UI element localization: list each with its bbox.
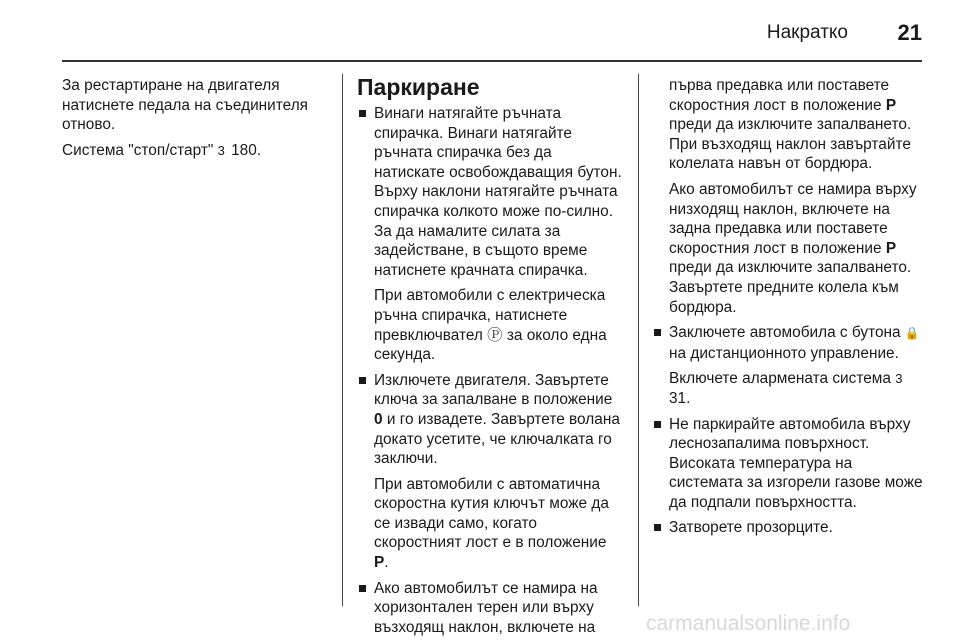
column-divider-2 [638, 74, 639, 606]
text-fragment: преди да изключите запалването. Завъртете предните колела към бордюра. [669, 259, 912, 316]
paragraph-restart: За рестартиране на двигателя натиснете педала на съединителя отново. [62, 77, 309, 134]
paragraph-automatic-gearbox [357, 475, 625, 573]
page-ref-icon: 3 [895, 371, 903, 387]
text-fragment: Ако автомобилът се намира върху низходящ наклон, включете на задна предавка или поставете скоростния лост в положение [669, 180, 917, 257]
text-fragment: и го извадете. Завъртете волана докато усетите, че ключалката го заключи. [374, 410, 620, 468]
parking-brake-icon: Ⓟ [487, 326, 503, 344]
bold-fragment: P [885, 239, 897, 257]
paragraph-alarm [652, 369, 924, 408]
text-fragment: При автомобили с автоматична скоростна кутия ключът може да се извади само, когато скоростният лост е в положение [374, 475, 609, 552]
bullet-close-windows: Затворете прозорците. [652, 518, 924, 538]
bold-fragment: P [885, 96, 897, 114]
page-number: 21 [897, 20, 922, 45]
paragraph-stop-start-ref [62, 141, 334, 161]
text-fragment: Заключете автомобила с бутона [669, 324, 905, 342]
text-fragment: за около една секунда. [374, 326, 607, 364]
column-3 [652, 76, 924, 538]
bold-fragment: P [374, 554, 385, 572]
bullet-handbrake: Винаги натягайте ръчната спирачка. Винаги натягайте ръчната спирачка без да натискате освобождаващия бутон. Върху наклони натягайте ръчната спирачка колкото може по-силно. За да намалите силата за задействане, в същото време натиснете крачната спирачка. [357, 104, 625, 280]
text-fragment: на дистанционното управление. [669, 344, 899, 362]
bold-fragment: 0 [374, 410, 383, 428]
ref-page: 180. [226, 141, 262, 159]
page-header [0, 14, 960, 54]
page-ref-icon: 3 [217, 142, 225, 158]
paragraph-electric-handbrake [357, 286, 625, 364]
column-1 [62, 76, 334, 160]
text-fragment: преди да изключите запалването. При възходящ наклон завъртайте колелата навън от бордюра. [669, 116, 912, 173]
paragraph-first-gear [652, 76, 924, 174]
column-2 [357, 74, 625, 637]
lock-icon: 🔒 [904, 326, 920, 341]
section-title: Паркиране [357, 74, 480, 100]
text-fragment: Изключете двигателя. Завъртете ключа за запалване в положение [374, 371, 613, 409]
text-fragment: . [384, 554, 389, 572]
watermark: carmanualsonline.info [646, 612, 851, 635]
bullet-flammable-surface: Не паркирайте автомобила върху леснозапалима повърхност. Високата температура на системата за изгорели газове може да подпали повърхността. [652, 415, 924, 513]
bullet-lock-vehicle [652, 323, 924, 363]
header-rule [62, 60, 922, 62]
text-fragment: Включете алармената система [669, 370, 896, 388]
bullet-level-ground: Ако автомобилът се намира на хоризонтален терен или върху възходящ наклон, включете на [357, 579, 625, 638]
text-fragment: първа предавка или поставете скоростния лост в положение [669, 77, 890, 114]
paragraph-downhill [652, 180, 924, 317]
ref-text: Система "стоп/старт" [62, 141, 218, 159]
header-title: Накратко [766, 22, 848, 43]
column-divider-1 [342, 74, 343, 606]
bullet-switch-off-engine [357, 371, 625, 469]
text-fragment: При автомобили с електрическа ръчна спирачка, натиснете превключвател [374, 287, 606, 344]
ref-page: 31. [669, 389, 691, 407]
